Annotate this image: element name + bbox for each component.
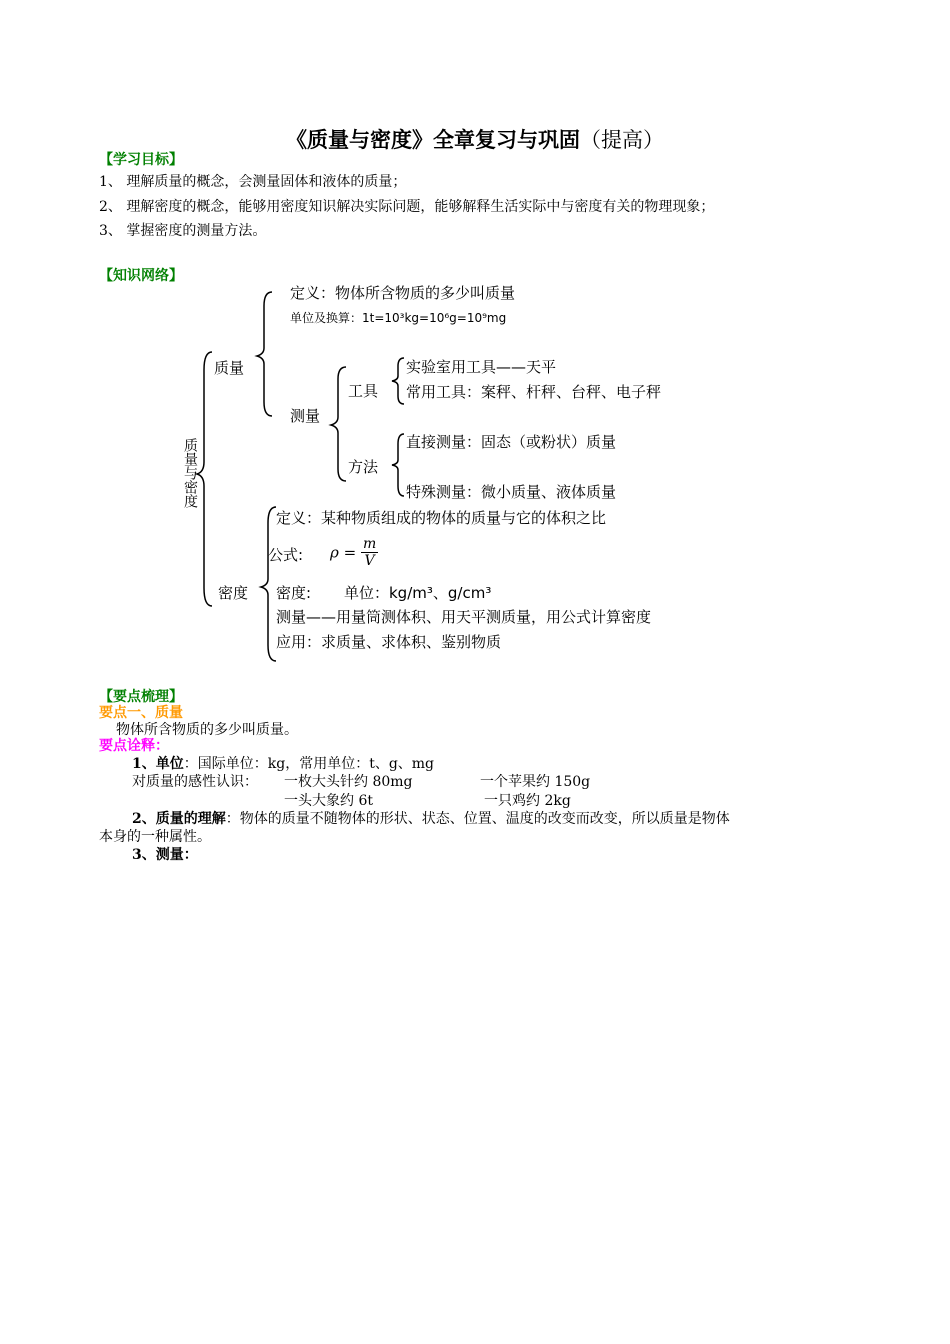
mass-label: 质量 <box>214 359 245 377</box>
method-brace <box>390 432 406 498</box>
density-measure: 测量——用量筒测体积、用天平测质量，用公式计算密度 <box>276 608 652 626</box>
understand-title: 2、质量的理解 <box>132 811 226 827</box>
density-label: 密度 <box>218 584 249 602</box>
formula-fraction <box>361 536 378 569</box>
sense-elephant: 一头大象约 6t <box>284 793 373 809</box>
tools-label: 工具 <box>348 382 379 400</box>
goal-item-1: 1、 理解质量的概念，会测量固体和液体的质量； <box>99 174 407 190</box>
understand-line <box>132 808 730 828</box>
formula-label: 公式: <box>268 546 304 564</box>
measure-title: 3、测量： <box>132 847 198 863</box>
understand-text-2: 本身的一种属性。 <box>99 829 211 845</box>
title-main: 《质量与密度》全章复习与巩固 <box>286 127 580 152</box>
points-heading: 【要点梳理】 <box>99 689 183 705</box>
mass-brace <box>256 290 276 420</box>
root-label: 质量与密度 <box>182 438 198 508</box>
density-unit-label: 密度: <box>276 584 312 602</box>
goal-item-2: 2、 理解密度的概念，能够用密度知识解决实际问题，能够解释生活实际中与密度有关的物理现象； <box>99 199 715 215</box>
unit-title: 1、单位 <box>132 756 184 772</box>
formula-lhs: ρ = <box>330 543 357 562</box>
method-label: 方法 <box>348 458 379 476</box>
formula-numerator: m <box>362 536 377 552</box>
sense-pin: 一枚大头针约 80mg <box>284 774 413 790</box>
goals-heading: 【学习目标】 <box>99 152 183 168</box>
tool-common: 常用工具：案秤、杆秤、台秤、电子秤 <box>406 383 662 401</box>
unit-line <box>132 753 434 773</box>
point-1-title: 要点一、质量 <box>99 705 183 721</box>
sense-apple: 一个苹果约 150g <box>480 774 591 790</box>
network-heading: 【知识网络】 <box>99 268 183 284</box>
method-special: 特殊测量：微小质量、液体质量 <box>406 483 617 501</box>
formula-denominator: V <box>364 553 375 569</box>
title-suffix: （提高） <box>580 128 664 152</box>
mass-units: 单位及换算：1t=10³kg=10⁶g=10⁹mg <box>290 311 507 325</box>
tools-brace <box>390 356 406 406</box>
density-apply: 应用：求质量、求体积、鉴别物质 <box>276 633 502 651</box>
density-formula <box>330 536 378 569</box>
mass-definition: 定义：物体所含物质的多少叫质量 <box>290 284 516 302</box>
explain-title: 要点诠释： <box>99 738 169 754</box>
density-unit-value: 单位：kg/m³、g/cm³ <box>344 584 492 602</box>
point-1-text: 物体所含物质的多少叫质量。 <box>116 722 298 738</box>
method-direct: 直接测量：固态（或粉状）质量 <box>406 433 617 451</box>
sense-chicken: 一只鸡约 2kg <box>484 793 571 809</box>
tool-lab: 实验室用工具——天平 <box>406 358 557 376</box>
density-definition: 定义：某种物质组成的物体的质量与它的体积之比 <box>276 509 607 527</box>
goal-item-3: 3、 掌握密度的测量方法。 <box>99 223 267 239</box>
root-brace <box>196 350 216 610</box>
understand-text-1: ：物体的质量不随物体的形状、状态、位置、温度的改变而改变，所以质量是物体 <box>225 811 730 827</box>
measure-brace <box>330 365 350 485</box>
unit-text: ：国际单位：kg，常用单位：t、g、mg <box>183 756 435 772</box>
sense-prefix: 对质量的感性认识： <box>132 774 258 790</box>
measure-label: 测量 <box>290 407 321 425</box>
